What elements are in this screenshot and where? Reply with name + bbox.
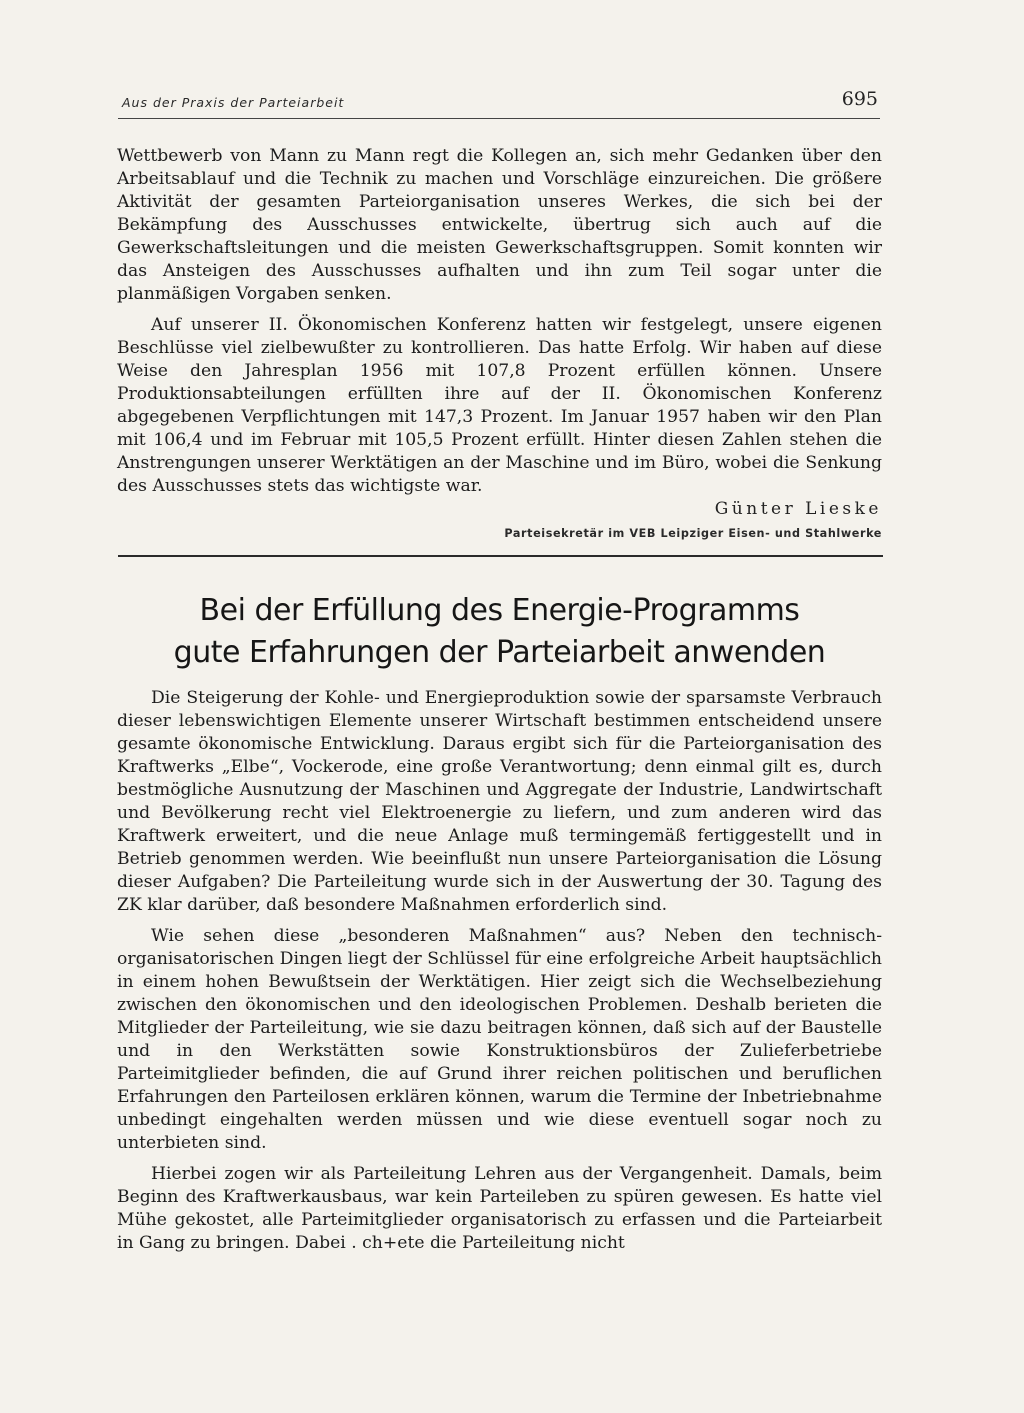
- article-2-title: [117, 590, 882, 674]
- section-divider: [118, 555, 883, 557]
- article-2-title-line-2: gute Erfahrungen der Parteiarbeit anwenden: [173, 635, 826, 670]
- running-title: Aus der Praxis der Parteiarbeit: [122, 95, 345, 110]
- author-signature: Günter Lieske: [714, 499, 882, 519]
- page-number: 695: [841, 88, 878, 110]
- author-affiliation: Parteisekretär im VEB Leipziger Eisen- und Stahlwerke: [504, 527, 882, 540]
- article-2-paragraph-3: Hierbei zogen wir als Parteileitung Lehren aus der Vergangenheit. Damals, beim Beginn des Kraftwerkausbaus, war kein Parteileben zu spüren gewesen. Es hatte viel Mühe gekostet, alle Parteimitglieder organisatorisch zu erfassen und die Parteiarbeit in Gang zu bringen. Dabei . ch+ete die Parteileitung nicht: [117, 1164, 882, 1253]
- article-1-paragraph-2: Auf unserer II. Ökonomischen Konferenz hatten wir festgelegt, unsere eigenen Beschlüsse viel zielbewußter zu kontrollieren. Das hatte Erfolg. Wir haben auf diese Weise den Jahresplan 1956 mit 107,8 Prozent erfüllen können. Unsere Produktionsabteilungen erfüllten ihre auf der II. Ökonomischen Konferenz abgegebenen Verpflichtungen mit 147,3 Prozent. Im Januar 1957 haben wir den Plan mit 106,4 und im Februar mit 105,5 Prozent erfüllt. Hinter diesen Zahlen stehen die Anstrengungen unserer Werktätigen an der Maschine und im Büro, wobei die Senkung des Ausschusses stets das wichtigste war.: [117, 315, 882, 496]
- article-2-paragraph-1: Die Steigerung der Kohle- und Energieproduktion sowie der sparsamste Verbrauch dieser lebenswichtigen Elemente unserer Wirtschaft bestimmen entscheidend unsere gesamte ökonomische Entwicklung. Daraus ergibt sich für die Parteiorganisation des Kraftwerks „Elbe“, Vockerode, eine große Verantwortung; denn einmal gilt es, durch bestmögliche Ausnutzung der Maschinen und Aggregate der Industrie, Landwirtschaft und Bevölkerung recht viel Elektroenergie zu liefern, und zum anderen wird das Kraftwerk erweitert, und die neue Anlage muß termingemäß fertiggestellt und in Betrieb genommen werden. Wie beeinflußt nun unsere Parteiorganisation die Lösung dieser Aufgaben? Die Parteileitung wurde sich in der Auswertung der 30. Tagung des ZK klar darüber, daß besondere Maßnahmen erforderlich sind.: [117, 688, 882, 915]
- article-2-title-line-1: Bei der Erfüllung des Energie-Programms: [199, 593, 800, 628]
- article-2-paragraph-2: Wie sehen diese „besonderen Maßnahmen“ aus? Neben den technisch-organisatorischen Dingen liegt der Schlüssel für eine erfolgreiche Arbeit hauptsächlich in einem hohen Bewußtsein der Werktätigen. Hier zeigt sich die Wechselbeziehung zwischen den ökonomischen und den ideologischen Problemen. Deshalb berieten die Mitglieder der Parteileitung, wie sie dazu beitragen können, daß sich auf der Baustelle und in den Werkstätten sowie Konstruktionsbüros der Zulieferbetriebe Parteimitglieder befinden, die auf Grund ihrer reichen politischen und beruflichen Erfahrungen den Parteilosen erklären können, warum die Termine der Inbetriebnahme unbedingt eingehalten werden müssen und wie diese eventuell sogar noch zu unterbieten sind.: [117, 926, 882, 1153]
- running-header: [118, 88, 880, 119]
- article-1-body: [117, 145, 882, 506]
- article-1-paragraph-1: Wettbewerb von Mann zu Mann regt die Kollegen an, sich mehr Gedanken über den Arbeitsablauf und die Technik zu machen und Vorschläge einzureichen. Die größere Aktivität der gesamten Parteiorganisation unseres Werkes, die sich bei der Bekämpfung des Ausschusses entwickelte, übertrug sich auch auf die Gewerkschaftsleitungen und die meisten Gewerkschaftsgruppen. Somit konnten wir das Ansteigen des Ausschusses aufhalten und ihn zum Teil sogar unter die planmäßigen Vorgaben senken.: [117, 146, 882, 304]
- article-2-body: [117, 687, 882, 1263]
